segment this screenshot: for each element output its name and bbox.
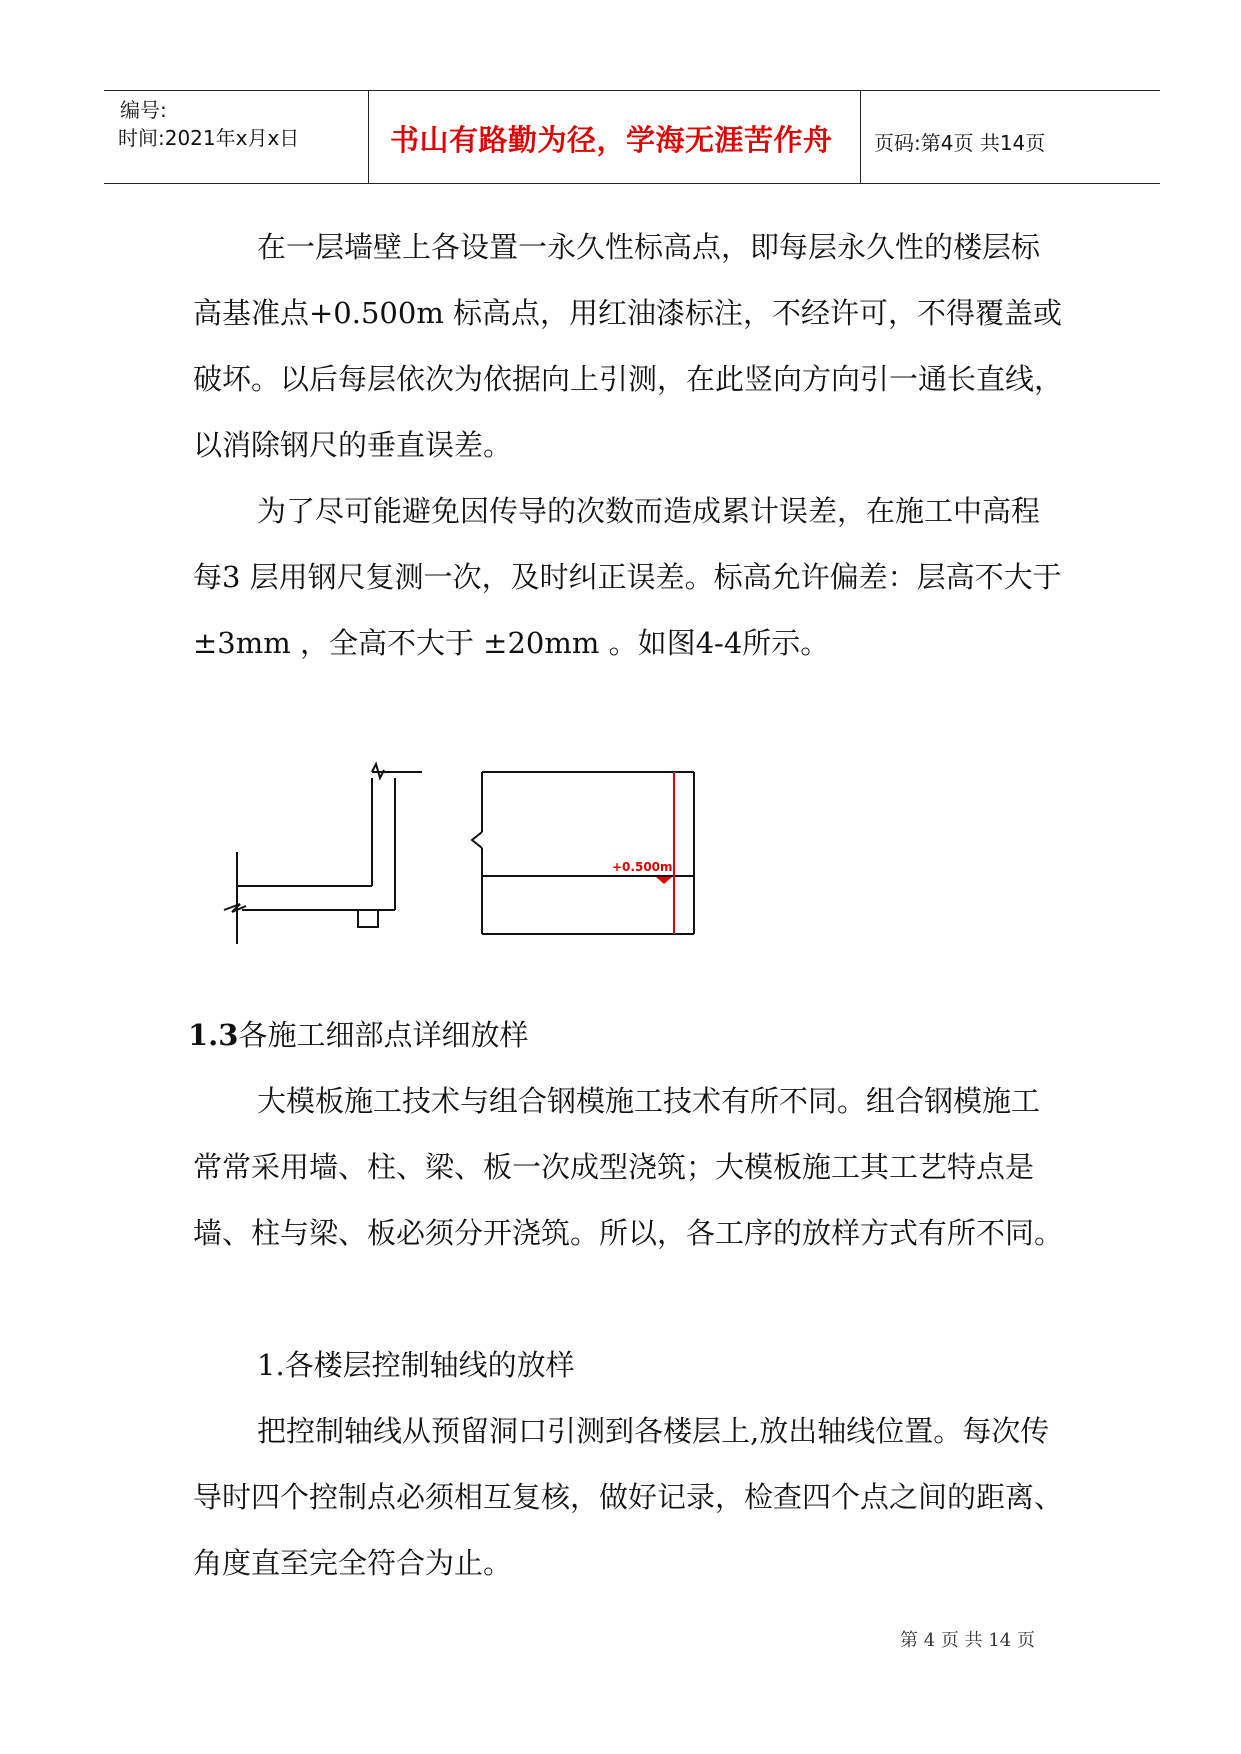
section-title: 各施工细部点详细放样: [238, 1018, 529, 1052]
doc-time-label: 时间:2021年x月x日: [118, 126, 300, 150]
paragraph-5-text: 把控制轴线从预留洞口引测到各楼层上,放出轴线位置。每次传导时四个控制点必须相互复核，做好记录，检查四个点之间的距离、角度直至完全符合为止。: [193, 1414, 1064, 1580]
doc-number-label: 编号:: [120, 98, 167, 122]
page-number-label: 页码:第4页 共14页: [874, 131, 1046, 155]
header-bottom-rule: [104, 183, 1160, 184]
paragraph-2: [193, 478, 1063, 676]
paragraph-4: [193, 1332, 1063, 1398]
wall-elevation-drawing: [472, 772, 694, 934]
page-footer: 第 4 页 共 14 页: [900, 1630, 1035, 1651]
header-motto: 书山有路勤为径，学海无涯苦作舟: [390, 123, 833, 157]
paragraph-3: [193, 1068, 1063, 1266]
header-separator-right: [860, 90, 861, 184]
paragraph-5: [193, 1398, 1063, 1596]
elevation-mark-icon: [656, 877, 672, 884]
elevation-label: +0.500m: [612, 860, 673, 874]
section-heading: [188, 1002, 528, 1068]
header-top-rule: [104, 90, 1160, 91]
section-number: 1.3: [188, 1018, 239, 1052]
paragraph-1: [193, 214, 1063, 478]
wall-section-drawing: [224, 764, 422, 944]
elevation-figure: [220, 760, 720, 960]
paragraph-2-text: 为了尽可能避免因传导的次数而造成累计误差，在施工中高程每3 层用钢尺复测一次，及时纠正误差。标高允许偏差：层高不大于 ±3mm ，全高不大于 ±20mm 。如图4-4所示。: [193, 494, 1062, 660]
paragraph-4-text: 1.各楼层控制轴线的放样: [257, 1348, 575, 1382]
paragraph-1-text: 在一层墙壁上各设置一永久性标高点，即每层永久性的楼层标高基准点+0.500m 标高点，用红油漆标注，不经许可，不得覆盖或破坏。以后每层依次为依据向上引测，在此竖向方向引一通长直线，以消除钢尺的垂直误差。: [193, 230, 1064, 462]
header-separator-left: [368, 90, 369, 184]
paragraph-3-text: 大模板施工技术与组合钢模施工技术有所不同。组合钢模施工常常采用墙、柱、梁、板一次成型浇筑；大模板施工其工艺特点是墙、柱与梁、板必须分开浇筑。所以，各工序的放样方式有所不同。: [193, 1084, 1064, 1250]
